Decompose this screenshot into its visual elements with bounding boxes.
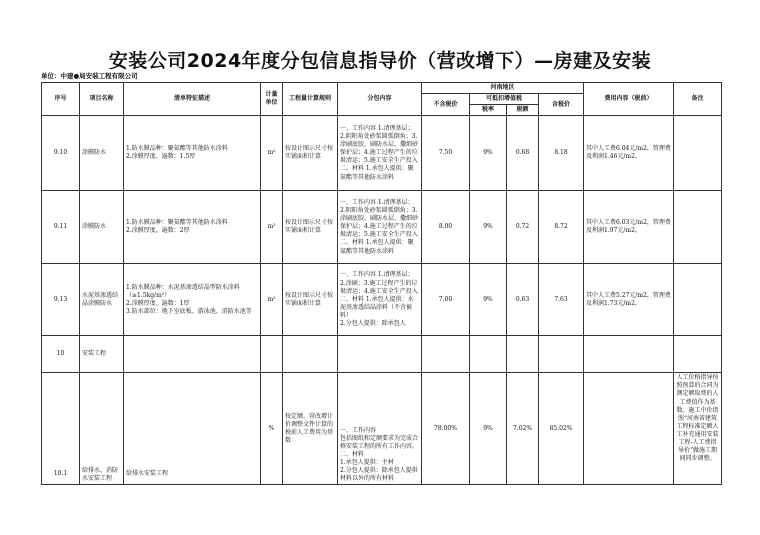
header-fee: 费用内容（税前） [584,83,674,116]
section-seq: 10 [42,336,80,373]
cell-remark [674,116,722,191]
cell-features: 1.防水膜品种：水泥基渗透结晶型防水涂料（≥1.5kg/m²） 2.涂膜厚度、遍数：1厚 3.防水部位：地下室底板、游泳池、消防水池等 [124,264,261,336]
cell-fee: 其中人工费6.04元/m2，管理费及利润1.46元/m2。 [584,116,674,191]
price-table [41,82,722,485]
header-rate: 税率 [470,105,507,116]
page-title: 安装公司2024年度分包信息指导价（营改增下）—房建及安装 [108,50,652,72]
header-incl: 含税价 [539,94,584,116]
cell-unit: % [261,373,283,485]
table-row [42,116,722,191]
table-row [42,191,722,264]
cell-item: 给排水、消防水安装工程 [80,373,124,485]
cell-fee: 其中人工费5.27元/m2，管理费及利润1.73元/m2。 [584,264,674,336]
header-item: 项目名称 [80,83,124,116]
cell-rate: 9% [470,116,507,191]
cell-seq: 9.13 [42,264,80,336]
cell-seq: 9.10 [42,116,80,191]
cell-remark: 人工价格指导按照预算的合同为测定额取费的人工费值作为基数。施工中价指照“河南省建筑工程标准定额人工补充通用安装工程-人工费指导价”做施工期间同步调整。 [674,373,722,485]
header-rule: 工程量计算规则 [283,83,338,116]
header-features: 清单特征描述 [124,83,261,116]
cell-features: 1.防水膜品种：聚氨酯等其他防水涂料 2.涂膜厚度、遍数：1.5厚 [124,116,261,191]
header-tax: 税额 [507,105,539,116]
cell-pretax: 7.50 [422,116,470,191]
cell-pretax: 7.00 [422,264,470,336]
cell-unit: m² [261,191,283,264]
cell-item: 水泥基渗透结晶涂膜防水 [80,264,124,336]
header-remark: 备注 [674,83,722,116]
cell-incl: 8.72 [539,191,584,264]
cell-seq: 10.1 [42,373,80,485]
header-pretax: 不含税价 [422,94,470,116]
cell-fee [584,373,674,485]
cell-seq: 9.11 [42,191,80,264]
table-row [42,373,722,485]
cell-features: 1.防水膜品种：聚氨酯等其他防水涂料 2.涂膜厚度、遍数：2厚 [124,191,261,264]
cell-remark [674,264,722,336]
cell-package: 一、工作内容 1.清理基层；2.涂刷；3.施工过程产生的垃圾清运；4.施工安全生产投入 二、材料 1.承包人提供：水泥基渗透结晶涂料（不含被料） 2.分包人提供：除承包人 [338,264,422,336]
cell-remark [674,191,722,264]
cell-unit: m² [261,116,283,191]
cell-rate: 9% [470,191,507,264]
cell-incl: 7.63 [539,264,584,336]
section-row [42,336,722,373]
cell-package: 一、工作内容 包括图纸和定额要求为完成合格安装工程的所有工作内容。 二、材料 1.承包人提供：主材 2.分包人提供：除承包人提供材料以外的所有材料 [338,373,422,485]
cell-incl: 85.02% [539,373,584,485]
company-unit: 单位：中建●局安装工程有限公司 [41,72,138,80]
cell-features: 给排水安装工程 [124,373,261,485]
cell-package: 一、工作内容 1.清理基层；2.阴阳角处砂浆圆弧倒角；3.涂刷底胶、刷防水层、撒细砂保护层；4.施工过程产生的垃圾清运；5.施工安全生产投入 二、材料 1.承包人提供：聚氨酯等其他防水涂料 [338,116,422,191]
header-unit: 计量单位 [261,83,283,116]
cell-unit: m² [261,264,283,336]
header-vat: 可抵扣增值税 [470,94,539,105]
header-region: 河南地区 [422,83,584,94]
cell-item: 涂膜防水 [80,116,124,191]
cell-rule: 按定额、营改增计价调整文件计算的税前人工费用为基数 [283,373,338,485]
cell-tax: 0.72 [507,191,539,264]
cell-rate: 9% [470,264,507,336]
cell-package: 一、工作内容 1.清理基层；2.阴阳角处砂浆圆弧倒角；3.涂刷底胶、刷防水层、撒细砂保护层；4.施工过程产生的垃圾清运；5.施工安全生产投入 二、材料 1.承包人提供：聚氨酯等其他防水涂料 [338,191,422,264]
cell-incl: 8.18 [539,116,584,191]
cell-rule: 按设计图示尺寸按实铺面积计算 [283,264,338,336]
cell-pretax: 8.00 [422,191,470,264]
cell-tax: 0.68 [507,116,539,191]
section-title: 安装工程 [80,336,124,373]
header-seq: 序号 [42,83,80,116]
cell-rate: 9% [470,373,507,485]
cell-fee: 其中人工费6.03元/m2，管理费及利润1.97元/m2。 [584,191,674,264]
cell-tax: 0.63 [507,264,539,336]
cell-rule: 按设计图示尺寸按实铺面积计算 [283,191,338,264]
table-row [42,264,722,336]
cell-rule: 按设计图示尺寸按实铺面积计算 [283,116,338,191]
cell-tax: 7.02% [507,373,539,485]
header-package: 分包内容 [338,83,422,116]
cell-pretax: 78.00% [422,373,470,485]
cell-item: 涂膜防水 [80,191,124,264]
